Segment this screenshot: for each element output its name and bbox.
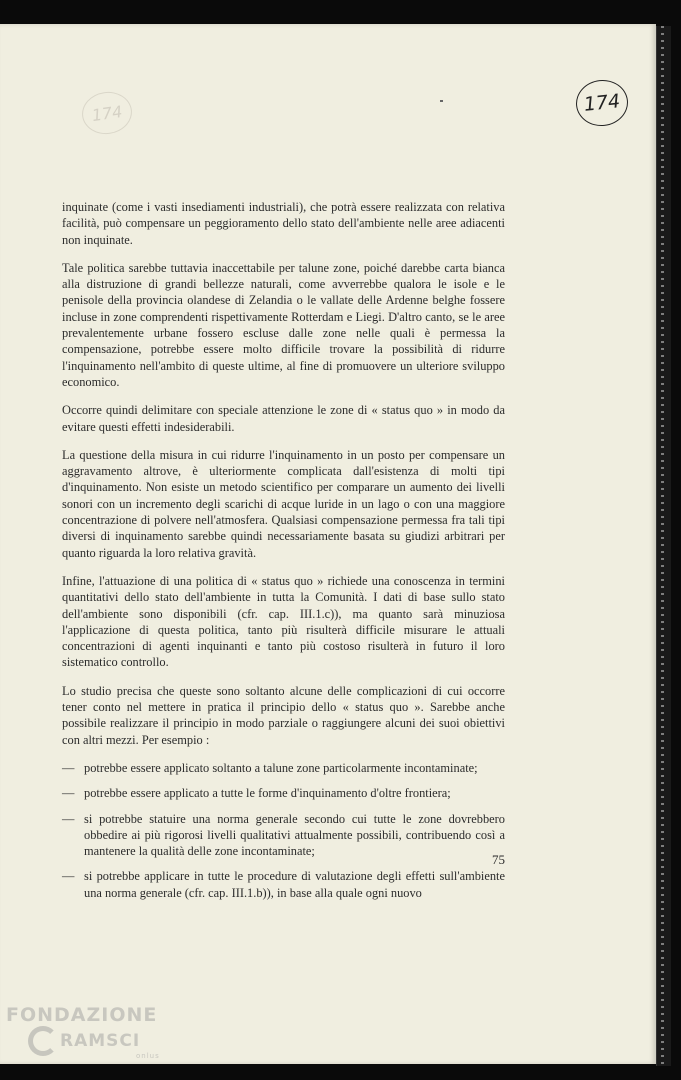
binding-stitch xyxy=(661,26,664,1066)
paragraph-1: inquinate (come i vasti insediamenti industriali), che potrà essere realizzata con relativa facilità, può compensare un peggioramento dello stato dell'ambiente nelle aree adiacenti non inquinate. xyxy=(62,200,505,247)
folio-stamp: 174 xyxy=(574,77,631,128)
list-dash: — xyxy=(62,869,75,884)
list-item xyxy=(62,811,505,860)
list-item-text: si potrebbe statuire una norma generale secondo cui tutte le zone dovrebbero obbedire ai più rigorosi livelli qualitativi attualmente possibili, contribuendo così a mantenere la qualità delle zone incontaminate; xyxy=(84,811,505,859)
watermark-g-icon xyxy=(28,1026,58,1056)
list-item-text: potrebbe essere applicato a tutte le forme d'inquinamento d'oltre frontiera; xyxy=(84,786,451,801)
list-item-text: potrebbe essere applicato soltanto a talune zone particolarmente incontaminate; xyxy=(84,760,478,775)
document-page xyxy=(0,24,656,1064)
watermark-line2: RAMSCI xyxy=(60,1031,141,1051)
ink-speck xyxy=(440,100,443,102)
list-item xyxy=(62,760,505,776)
paragraph-6: Lo studio precisa che queste sono soltanto alcune delle complicazioni di cui occorre tener conto nel mettere in pratica il principio dello « status quo ». Sarebbe anche possibile realizzare il principio in modo parziale o raggiungere alcuni dei suoi obiettivi con altri mezzi. Per esempio : xyxy=(62,683,505,747)
example-list xyxy=(62,760,505,901)
list-dash: — xyxy=(62,760,75,775)
list-item-text: si potrebbe applicare in tutte le procedure di valutazione degli effetti sull'ambiente una norma generale (cfr. cap. III.1.b)), in base alla quale ogni nuovo xyxy=(84,869,505,900)
watermark-logo xyxy=(6,1004,160,1060)
ghost-folio-stamp: 174 xyxy=(79,89,134,138)
watermark-small: onlus xyxy=(136,1052,160,1060)
paragraph-5: Infine, l'attuazione di una politica di « status quo » richiede una conoscenza in termini quantitativi dello stato dell'ambiente in tutta la Comunità. I dati di base sullo stato dell'ambiente sono disponibili (cfr. cap. III.1.c)), ma quanto sarà minuziosa l'applicazione di questa politica, tanto più risulterà difficile misurare le attuali concentrazioni di agenti inquinanti e tanto più costoso risulterà in futuro il loro sistematico controllo. xyxy=(62,573,505,670)
page-number: 75 xyxy=(492,852,505,867)
paragraph-4: La questione della misura in cui ridurre l'inquinamento in un posto per compensare un aggravamento altrove, è ulteriormente complicata dall'esistenza di molti tipi d'inquinamento. Non esiste un metodo scientifico per comparare un aumento dei livelli sonori con un incremento degli scarichi di acque luride in un lago o con una maggiore concentrazione di polvere nell'atmosfera. Qualsiasi compensazione permessa fra tali tipi diversi di inquinamento sarebbe quindi necessariamente basata su giudizi arbitrari per quanto riguarda la loro relativa gravità. xyxy=(62,447,505,560)
body-text xyxy=(62,199,505,910)
paragraph-3: Occorre quindi delimitare con speciale attenzione le zone di « status quo » in modo da evitare questi effetti indesiderabili. xyxy=(62,403,505,434)
list-item xyxy=(62,785,505,801)
watermark-line1: FONDAZIONE xyxy=(6,1004,158,1026)
paragraph-2: Tale politica sarebbe tuttavia inaccettabile per talune zone, poiché darebbe carta bianca alla distruzione di grandi bellezze naturali, come avverrebbe qualora le isole e le penisole della provincia olandese di Zelandia o le vallate delle Ardenne belghe fossere incluse in zone comprendenti rispettivamente Rotterdam e Liegi. D'altro canto, se le aree prevalentemente urbane fossero escluse dalle zone nelle quali è permessa la compensazione, potrebbe essere molto difficile trovare la possibilità di ridurre l'inquinamento nell'ambito di queste ultime, al fine di promuovere un ulteriore sviluppo economico. xyxy=(62,260,505,389)
list-dash: — xyxy=(62,786,75,801)
list-dash: — xyxy=(62,811,75,826)
list-item xyxy=(62,868,505,901)
book-binding xyxy=(656,26,671,1066)
